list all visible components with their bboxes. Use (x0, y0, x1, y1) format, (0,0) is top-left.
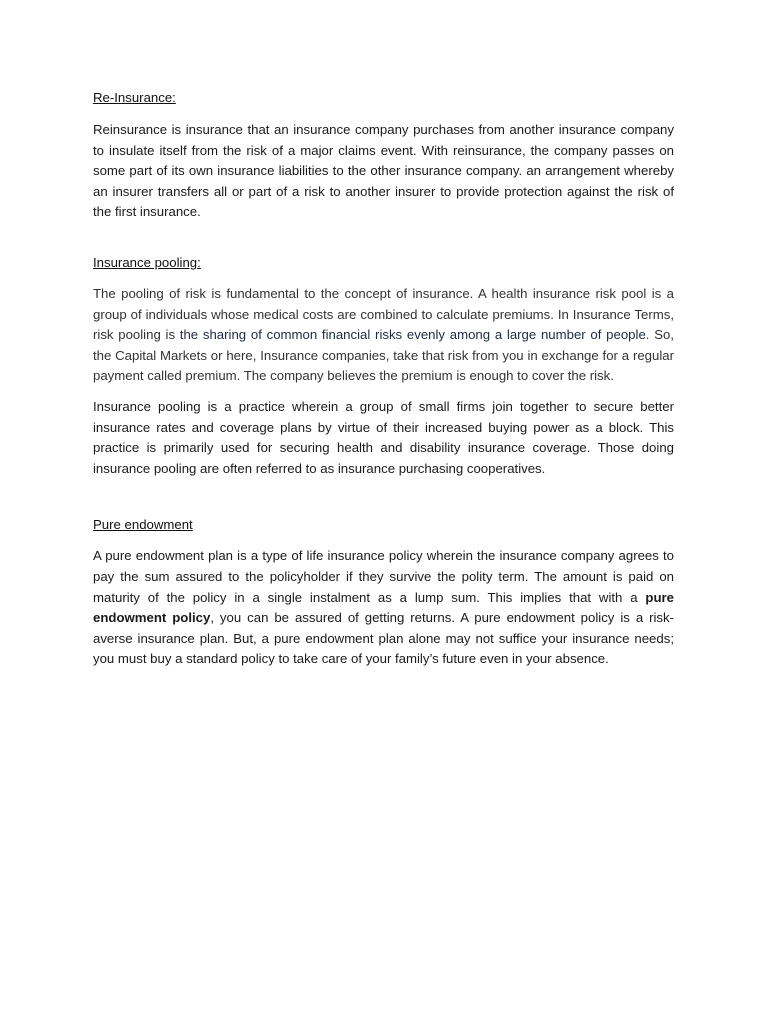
paragraph-pooling-2: Insurance pooling is a practice wherein a group of small firms join together to secure better insurance rates and coverage plans by virtue of their increased buying power as a block. This practice is primarily used for securing health and disability insurance coverage. Those doing insurance pooling are often referred to as insurance purchasing cooperatives. (93, 398, 674, 476)
pooling-highlight: the sharing of common financial risks evenly among a large number of people (179, 327, 646, 343)
endowment-bold-term: pure endowment policy (93, 589, 674, 626)
endowment-text-start: A pure endowment plan is a type of life insurance policy wherein the insurance company agrees to pay the sum assured to the policyholder if they survive the polity term. The amount is paid on maturity of the policy in a single instalment as a lump sum. This implies that with a (93, 548, 674, 605)
pooling-text-start: The pooling of risk is fundamental to the concept of insurance. A health insurance risk pool is a group of individuals whose medical costs are combined to calculate premiums. In Insurance Terms, risk pooling is (93, 285, 674, 343)
document-page (93, 88, 674, 670)
paragraph-reinsurance: Reinsurance is insurance that an insurance company purchases from another insurance company to insulate itself from the risk of a major claims event. With reinsurance, the company passes on some part of its own insurance liabilities to the other insurance company. an arrangement whereby an insurer transfers all or part of a risk to another insurer to provide protection against the risk of the first insurance. (93, 122, 674, 220)
paragraph-pooling-1 (93, 284, 674, 387)
heading-reinsurance: Re-Insurance: (93, 90, 176, 105)
heading-pure-endowment: Pure endowment (93, 517, 193, 533)
paragraph-pure-endowment (93, 546, 674, 670)
pooling-text-end: . So, the Capital Markets or here, Insurance companies, take that risk from you in exchange for a regular payment called premium. The company believes the premium is enough to cover the risk. (93, 327, 674, 384)
endowment-text-end: , you can be assured of getting returns. A pure endowment policy is a risk-averse insurance plan. But, a pure endowment plan alone may not suffice your insurance needs; you must buy a standard policy to take care of your family’s future even in your absence. (93, 610, 674, 667)
heading-insurance-pooling: Insurance pooling: (93, 254, 201, 270)
